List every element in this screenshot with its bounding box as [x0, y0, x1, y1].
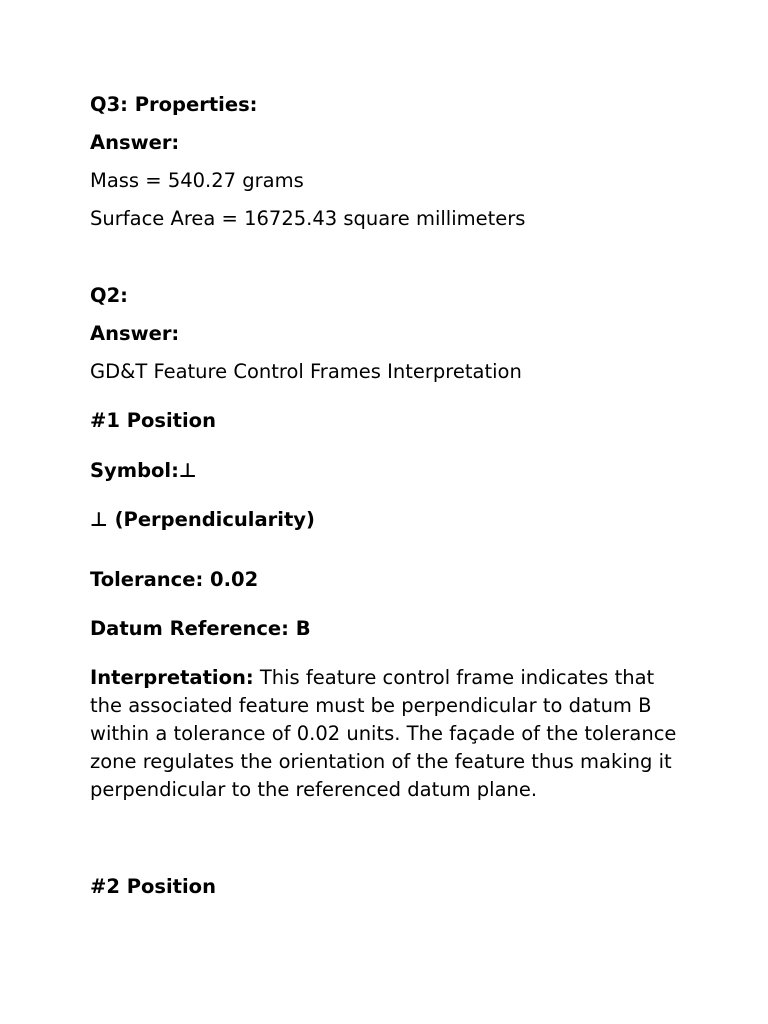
q2-answer-label: Answer:: [90, 322, 180, 345]
q3-answer-label: Answer:: [90, 131, 180, 154]
q3-surface-area: Surface Area = 16725.43 square millimeters: [90, 207, 526, 230]
position1-interpretation: [90, 664, 680, 804]
position1-symbol-name: ⊥ (Perpendicularity): [90, 508, 315, 531]
interpretation-label: Interpretation:: [90, 666, 254, 689]
q3-heading: Q3: Properties:: [90, 93, 258, 116]
position1-heading: #1 Position: [90, 409, 216, 432]
position1-tolerance: Tolerance: 0.02: [90, 568, 259, 591]
q2-title: GD&T Feature Control Frames Interpretation: [90, 360, 522, 383]
q3-mass: Mass = 540.27 grams: [90, 169, 304, 192]
q2-heading: Q2:: [90, 284, 128, 307]
interpretation-text: This feature control frame indicates that the associated feature must be perpendicular to datum B within a tolerance of 0.02 units. The façade of the tolerance zone regulates the orientation of the feature thus making it perpendicular to the referenced datum plane.: [90, 666, 677, 801]
position1-symbol: Symbol:⊥: [90, 459, 197, 482]
position2-heading: #2 Position: [90, 875, 216, 898]
position1-datum: Datum Reference: B: [90, 617, 311, 640]
